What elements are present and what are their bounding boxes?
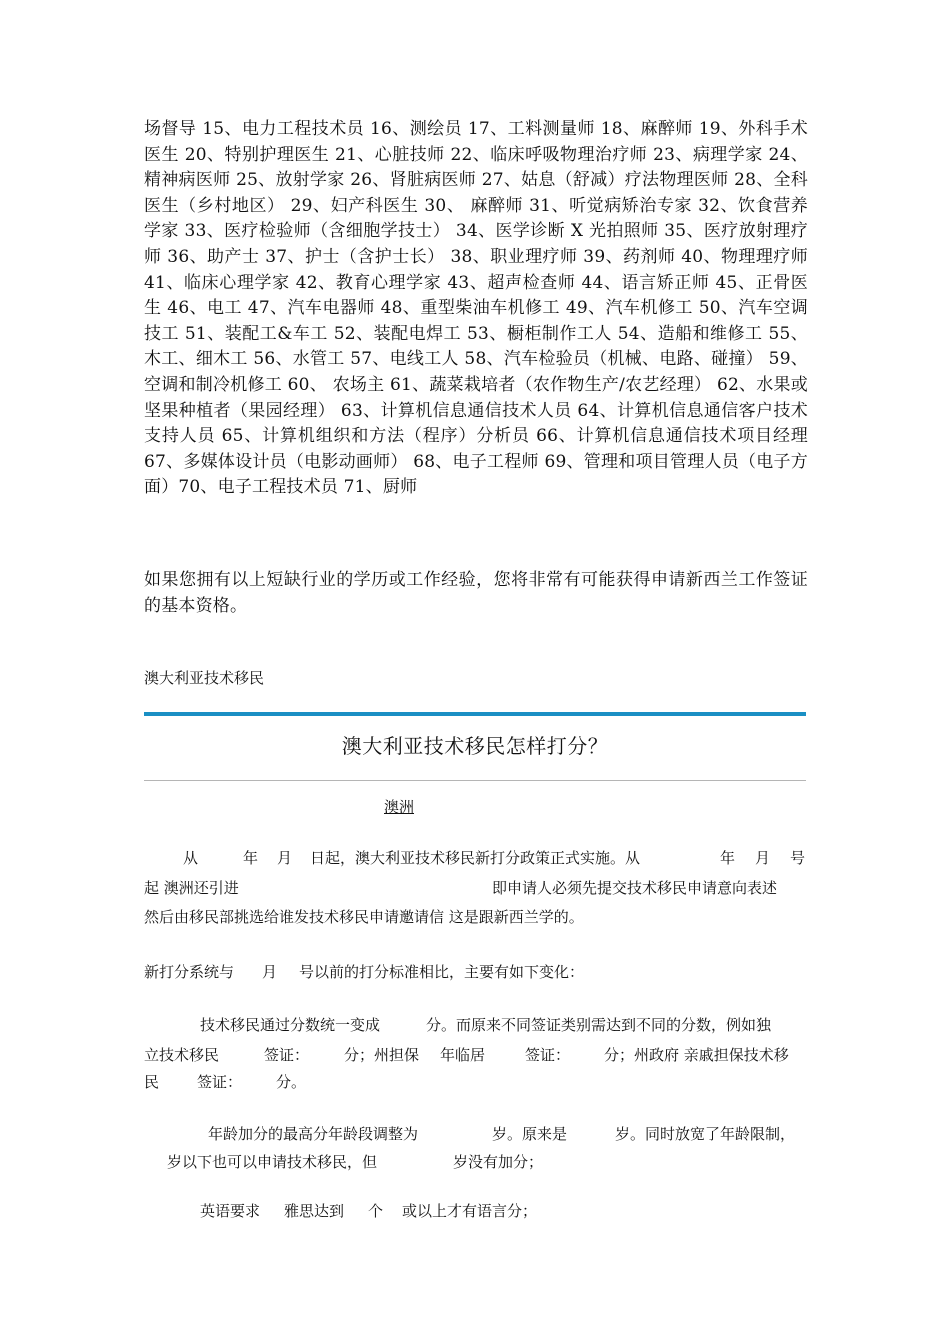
p1a-seg3: 日起，澳大利亚技术移民新打分政策正式实施。从 [310, 849, 641, 867]
eligibility-paragraph: 如果您拥有以上短缺行业的学历或工作经验，您将非常有可能获得申请新西兰工作签证的基本资格。 [144, 570, 808, 616]
p4a-seg1: 岁。原来是 [492, 1125, 568, 1143]
p3c-seg1: 签证： [197, 1073, 243, 1091]
p1b-seg1: 即申请人必须先提交技术移民申请意向表述 [492, 879, 778, 897]
p1a-seg1: 年 [243, 849, 259, 867]
p3b-seg0: 立技术移民 [144, 1046, 220, 1064]
p4a-seg2: 岁。同时放宽了年龄限制， [615, 1125, 796, 1143]
p1a-seg5: 月 [755, 849, 771, 867]
p2-seg0: 新打分系统与 [144, 963, 235, 981]
p3c-seg0: 民 [144, 1073, 160, 1091]
p3b-seg2: 分；州担保 [344, 1046, 420, 1064]
p1a-seg0: 从 [183, 849, 199, 867]
p4b-seg1: 岁没有加分； [453, 1153, 544, 1171]
p3a-seg0: 技术移民通过分数统一变成 [200, 1016, 381, 1034]
p2-seg1: 月 [262, 963, 278, 981]
section-label: 澳大利亚技术移民 [144, 669, 265, 687]
occupation-list: 场督导 15、电力工程技术员 16、测绘员 17、工料测量师 18、麻醉师 19、外科手术医生 20、特别护理医生 21、心脏技师 22、临床呼吸物理治疗师 23、病理学家 24、精神病医师 25、放射学家 26、肾脏病医师 27、姑息（舒减）疗法物理医师 28、全科医生（乡村地区） 29、妇产科医生 30、 麻醉师 31、听觉病矫治专家 32、饮食营养学家 33、医疗检验师（含细胞学技士） 34、医学诊断 X 光拍照师 35、医疗放射理疗师 36、助产士 37、护士（含护士长） 38、职业理疗师 39、药剂师 40、物理理疗师 41、临床心理学家 42、教育心理学家 43、超声检查师 44、语言矫正师 45、正骨医生 46、电工 47、汽车电器师 48、重型柴油车机修工 49、汽车机修工 50、汽车空调技工 51、装配工&车工 52、装配电焊工 53、橱柜制作工人 54、造船和维修工 55、木工、细木工 56、水管工 57、电线工人 58、汽车检验员（机械、电路、碰撞） 59、空调和制冷机修工 60、 农场主 61、蔬菜栽培者（农作物生产/农艺经理） 62、水果或坚果种植者（果园经理） 63、计算机信息通信技术人员 64、计算机信息通信客户技术支持人员 65、计算机组织和方法（程序）分析员 66、计算机信息通信技术项目经理 67、多媒体设计员（电影动画师） 68、电子工程师 69、管理和项目管理人员（电子方面）70、电子工程技术员 71、厨师 [144, 119, 808, 498]
p3b-seg1: 签证： [264, 1046, 310, 1064]
p1a-seg6: 号 [790, 849, 806, 867]
title-top-divider [144, 712, 806, 716]
p3b-seg5: 分；州政府 亲戚担保技术移 [604, 1046, 789, 1064]
p5-seg2: 个 [368, 1202, 384, 1220]
p5-seg3: 或以上才有语言分； [402, 1202, 538, 1220]
p1a-seg2: 月 [277, 849, 293, 867]
p5-seg0: 英语要求 [200, 1202, 261, 1220]
p1b-seg0: 起 澳洲还引进 [144, 879, 239, 897]
title-bottom-divider [144, 780, 806, 781]
p3b-seg3: 年临居 [440, 1046, 486, 1064]
p2-seg2: 号以前的打分标准相比，主要有如下变化： [299, 963, 585, 981]
p5-seg1: 雅思达到 [284, 1202, 345, 1220]
p1a-seg4: 年 [720, 849, 736, 867]
p3c-seg2: 分。 [276, 1073, 307, 1091]
p3b-seg4: 签证： [525, 1046, 571, 1064]
p1c-seg0: 然后由移民部挑选给谁发技术移民申请邀请信 这是跟新西兰学的。 [144, 908, 584, 926]
category-link-australia[interactable]: 澳洲 [384, 798, 415, 816]
p3a-seg1: 分。而原来不同签证类别需达到不同的分数，例如独 [426, 1016, 772, 1034]
p4a-seg0: 年龄加分的最高分年龄段调整为 [208, 1125, 419, 1143]
article-title: 澳大利亚技术移民怎样打分？ [341, 734, 609, 758]
p4b-seg0: 岁以下也可以申请技术移民，但 [167, 1153, 378, 1171]
